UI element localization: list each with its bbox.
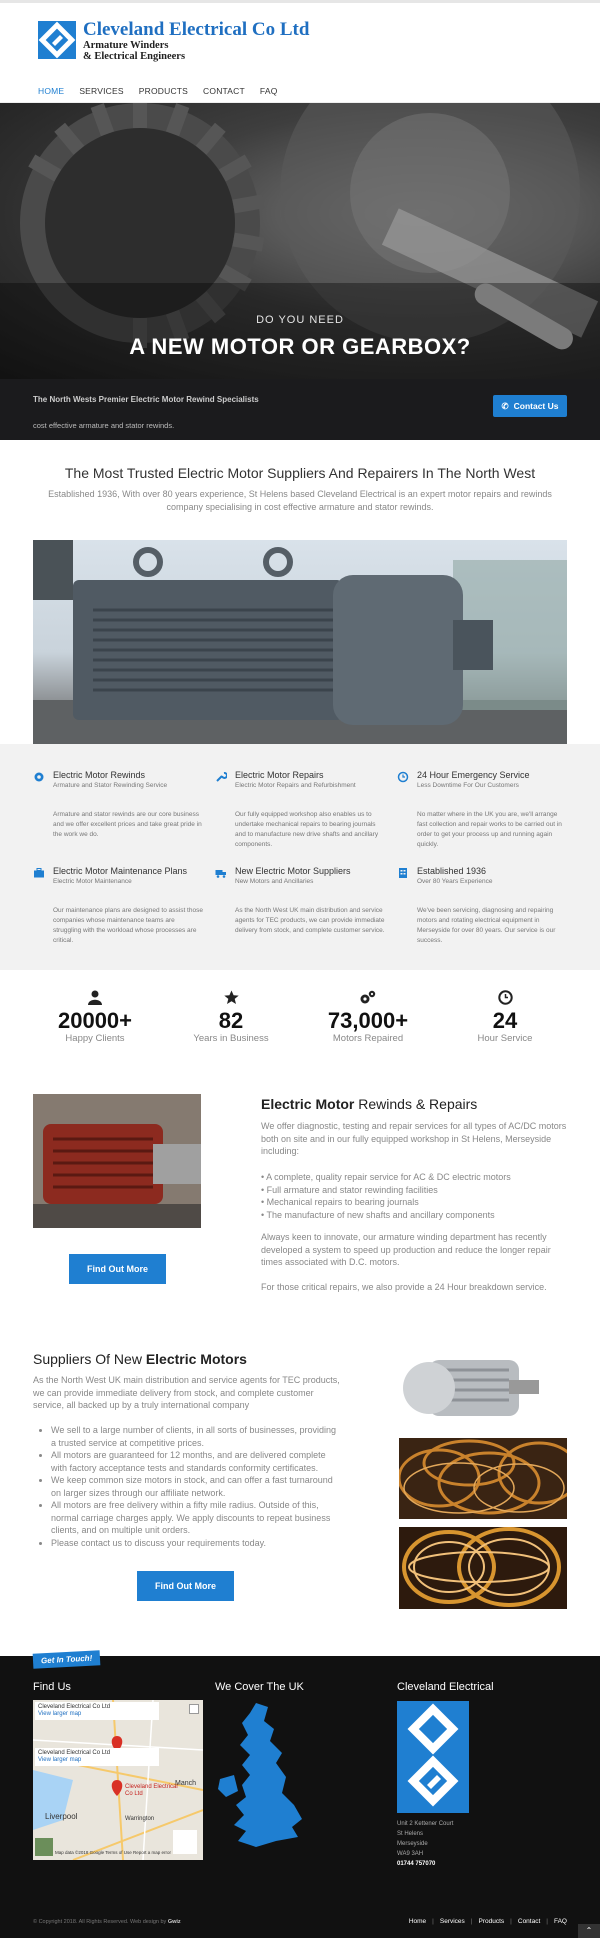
user-icon xyxy=(88,990,102,1005)
copper-coils-photo-1 xyxy=(399,1438,567,1519)
suppliers-heading-rest: Suppliers Of New xyxy=(33,1351,146,1367)
stat-label: Hour Service xyxy=(477,1033,533,1044)
building-icon xyxy=(397,867,409,879)
repairs-heading-rest: Rewinds & Repairs xyxy=(354,1096,478,1112)
footer-company-heading: Cleveland Electrical xyxy=(397,1681,494,1693)
footer-address xyxy=(397,1819,453,1869)
service-subtitle: Electric Motor Repairs and Refurbishment xyxy=(235,782,356,789)
view-larger-map-link[interactable]: View larger map xyxy=(38,1711,82,1717)
strip-subtitle: cost effective armature and stator rewinds. xyxy=(33,421,175,430)
repairs-heading xyxy=(261,1096,477,1112)
footer-nav: Home | Services | Products | Contact | FAQ xyxy=(408,1918,567,1925)
large-motor-photo xyxy=(33,540,567,744)
service-body: No matter where in the UK you are, we'll arrange fast collection and repair works to be carried out in order to get your process up and running again quickly. xyxy=(417,811,562,848)
get-in-touch-tag: Get In Touch! xyxy=(33,1650,101,1668)
strip-title: The North Wests Premier Electric Motor Rewind Specialists xyxy=(33,395,259,404)
uk-map-icon xyxy=(216,1701,304,1851)
copyright-label: © Copyright 2018. All Rights Reserved. Web design by xyxy=(33,1919,168,1925)
list-item: • Full armature and stator rewinding facilities xyxy=(261,1184,567,1197)
company-tagline xyxy=(83,40,185,62)
map-credit: Map data ©2018 Google Terms of Use Report a map error xyxy=(55,1850,172,1855)
service-title: Established 1936 xyxy=(417,866,487,876)
footer-link-services[interactable]: Services xyxy=(439,1918,465,1925)
stat-number: 82 xyxy=(218,1008,244,1033)
suppliers-intro: As the North West UK main distribution and service agents for TEC products, we can provide immediate delivery from stock, and complete customer service, all backed up by a truly international company xyxy=(33,1375,340,1410)
google-map[interactable] xyxy=(33,1700,203,1860)
stat-number: 20000+ xyxy=(57,1008,133,1033)
service-subtitle: New Motors and Ancillaries xyxy=(235,878,314,885)
map-place-name: Cleveland Electrical Co Ltd xyxy=(38,1704,111,1710)
hero-banner xyxy=(0,103,600,379)
list-item: • All motors are guaranteed for 12 months, and are delivered complete with factory acceptance tests and standards conformity certificates. xyxy=(51,1449,343,1474)
trusted-text: Established 1936, With over 80 years experience, St Helens based Cleveland Electrical is an expert motor repairs and rewinds company specialising in cost effective armature and stator rewinds. xyxy=(48,489,552,512)
clock-icon xyxy=(498,990,513,1005)
list-item: • We keep common size motors in stock, and can offer a fast turnaround on larger sizes through our affiliate network. xyxy=(51,1474,343,1499)
trusted-heading: The Most Trusted Electric Motor Suppliers And Repairers In The North West xyxy=(64,465,536,481)
service-subtitle: Electric Motor Maintenance xyxy=(53,878,132,885)
map-place-card xyxy=(35,1702,159,1720)
footer-find-us-heading: Find Us xyxy=(33,1681,71,1693)
wrench-icon xyxy=(215,771,227,783)
service-body: Armature and stator rewinds are our core business and we offer excellent prices and take great pride in the work we do. xyxy=(53,811,202,838)
stat-label: Motors Repaired xyxy=(332,1033,404,1044)
list-item: • All motors are free delivery within a fifty mile radius. Outside of this, normal carriage charges apply. We apply discounts to repeat business clients, and on multiple unit orders. xyxy=(51,1499,343,1537)
footer-link-faq[interactable]: FAQ xyxy=(553,1918,567,1925)
map-city-warrington: Warrington xyxy=(125,1816,155,1822)
service-body: Our fully equipped workshop also enables us to undertake mechanical repairs to bearing journals and to manufacture new drive shafts and ancillary components. xyxy=(235,811,379,848)
new-motor-photo xyxy=(399,1346,567,1428)
map-pin-label: Cleveland Electrical Co Ltd xyxy=(125,1784,178,1797)
list-item: • A complete, quality repair service for AC & DC electric motors xyxy=(261,1171,567,1184)
repairs-paragraph-3: For those critical repairs, we also provide a 24 Hour breakdown service. xyxy=(261,1282,547,1292)
stat-number: 24 xyxy=(492,1008,518,1033)
service-body: We've been servicing, diagnosing and repairing motors and rotating electrical equipment in Merseyside for over 80 years. Our service is our success. xyxy=(417,907,556,944)
footer-coverage-heading: We Cover The UK xyxy=(215,1681,304,1693)
fullscreen-icon[interactable] xyxy=(189,1704,199,1714)
site-header xyxy=(0,3,600,103)
service-title: Electric Motor Rewinds xyxy=(53,770,146,780)
service-subtitle: Less Downtime For Our Customers xyxy=(417,782,519,789)
stat-happy-clients xyxy=(30,990,160,1044)
stat-label: Happy Clients xyxy=(65,1033,125,1044)
map-city-manchester: Manch xyxy=(175,1780,197,1787)
stat-number: 73,000+ xyxy=(327,1008,409,1033)
star-icon xyxy=(224,990,239,1005)
list-item: • The manufacture of new shafts and ancillary components xyxy=(261,1209,567,1222)
stat-hour-service xyxy=(440,990,570,1044)
service-established[interactable] xyxy=(397,866,567,946)
nav-products[interactable]: PRODUCTS xyxy=(138,86,189,96)
suppliers-heading xyxy=(33,1351,247,1367)
hero-title: A NEW MOTOR OR GEARBOX? xyxy=(129,334,471,359)
main-nav xyxy=(38,86,278,96)
address-line: Merseyside xyxy=(397,1841,428,1847)
address-line: WA9 3AH xyxy=(397,1851,424,1857)
services-grid xyxy=(0,744,600,970)
footer-phone[interactable]: 01744 757070 xyxy=(397,1861,436,1867)
service-title: Electric Motor Maintenance Plans xyxy=(53,866,188,876)
stat-years-business xyxy=(166,990,296,1044)
motor-repair-photo xyxy=(33,1094,201,1228)
map-city-liverpool: Liverpool xyxy=(45,1812,78,1821)
clock-icon xyxy=(397,771,409,783)
suppliers-find-out-more-button[interactable]: Find Out More xyxy=(137,1571,234,1601)
footer-logo-icon xyxy=(397,1701,469,1813)
logo-icon[interactable] xyxy=(38,21,76,59)
designer-link[interactable]: Gwiz xyxy=(167,1919,181,1925)
service-title: Electric Motor Repairs xyxy=(235,770,324,780)
copyright-text xyxy=(33,1919,181,1925)
map-place-card-2 xyxy=(35,1748,159,1766)
nav-services[interactable]: SERVICES xyxy=(79,86,124,96)
gear-icon xyxy=(33,771,45,783)
service-emergency[interactable] xyxy=(397,770,567,850)
stat-motors-repaired xyxy=(303,990,433,1044)
service-subtitle: Over 80 Years Experience xyxy=(417,878,493,885)
suppliers-list xyxy=(33,1424,343,1549)
service-motor-repairs[interactable] xyxy=(215,770,385,850)
hero-pretitle: DO YOU NEED xyxy=(256,314,344,326)
company-name[interactable]: Cleveland Electrical Co Ltd xyxy=(83,19,310,40)
truck-icon xyxy=(215,867,227,879)
footer-link-contact[interactable]: Contact xyxy=(517,1918,541,1925)
footer-link-home[interactable]: Home xyxy=(408,1918,427,1925)
contact-us-label: Contact Us xyxy=(513,401,559,411)
phone-icon: ✆ xyxy=(501,400,509,411)
repairs-paragraph-2: Always keen to innovate, our armature winding department has recently developed a system to speed up production and reduce the longer repair times associated with D.C. motors. xyxy=(261,1232,551,1267)
service-subtitle: Armature and Stator Rewinding Service xyxy=(53,782,168,789)
nav-home[interactable]: HOME xyxy=(38,86,65,96)
list-item: • Mechanical repairs to bearing journals xyxy=(261,1196,567,1209)
repairs-list xyxy=(261,1171,567,1221)
list-item: • We sell to a large number of clients, in all sorts of businesses, providing a trusted service at competitive prices. xyxy=(51,1424,343,1449)
service-motor-rewinds[interactable] xyxy=(33,770,203,840)
address-line: St Helens xyxy=(397,1831,424,1837)
tagline-strip xyxy=(0,379,600,440)
repairs-intro: We offer diagnostic, testing and repair services for all types of AC/DC motors both on site and in our fully equipped workshop in St Helens, Merseyside including: xyxy=(261,1121,567,1156)
suppliers-heading-bold: Electric Motors xyxy=(145,1351,247,1367)
stat-label: Years in Business xyxy=(193,1033,269,1044)
view-larger-map-link-2[interactable]: View larger map xyxy=(38,1757,82,1763)
list-item: • Please contact us to discuss your requirements today. xyxy=(51,1537,343,1550)
cogs-icon xyxy=(359,990,377,1005)
tagline-line-1: Armature Winders xyxy=(83,40,169,51)
repairs-find-out-more-button[interactable]: Find Out More xyxy=(69,1254,166,1284)
tagline-line-2: & Electrical Engineers xyxy=(83,51,186,62)
copper-coils-photo-2 xyxy=(399,1527,567,1609)
service-maintenance-plans[interactable] xyxy=(33,866,203,946)
service-title: 24 Hour Emergency Service xyxy=(417,770,530,780)
service-new-motors[interactable] xyxy=(215,866,385,936)
service-title: New Electric Motor Suppliers xyxy=(235,866,351,876)
footer-link-products[interactable]: Products xyxy=(478,1918,505,1925)
nav-contact[interactable]: CONTACT xyxy=(203,86,245,96)
address-line: Unit 2 Kettener Court xyxy=(397,1821,454,1827)
service-body: As the North West UK main distribution and service agents for TEC products, we can provide immediate delivery from stock, and complete customer service. xyxy=(235,907,385,934)
nav-faq[interactable]: FAQ xyxy=(259,86,278,96)
briefcase-icon xyxy=(33,867,45,879)
scroll-top-icon[interactable]: ⌃ xyxy=(578,1924,600,1938)
contact-us-button[interactable] xyxy=(493,395,567,417)
map-place-name-2: Cleveland Electrical Co Ltd xyxy=(38,1750,111,1756)
repairs-heading-bold: Electric Motor xyxy=(261,1096,355,1112)
service-body: Our maintenance plans are designed to assist those companies whose maintenance teams are struggling with the workload whose processes are critical. xyxy=(53,907,203,944)
